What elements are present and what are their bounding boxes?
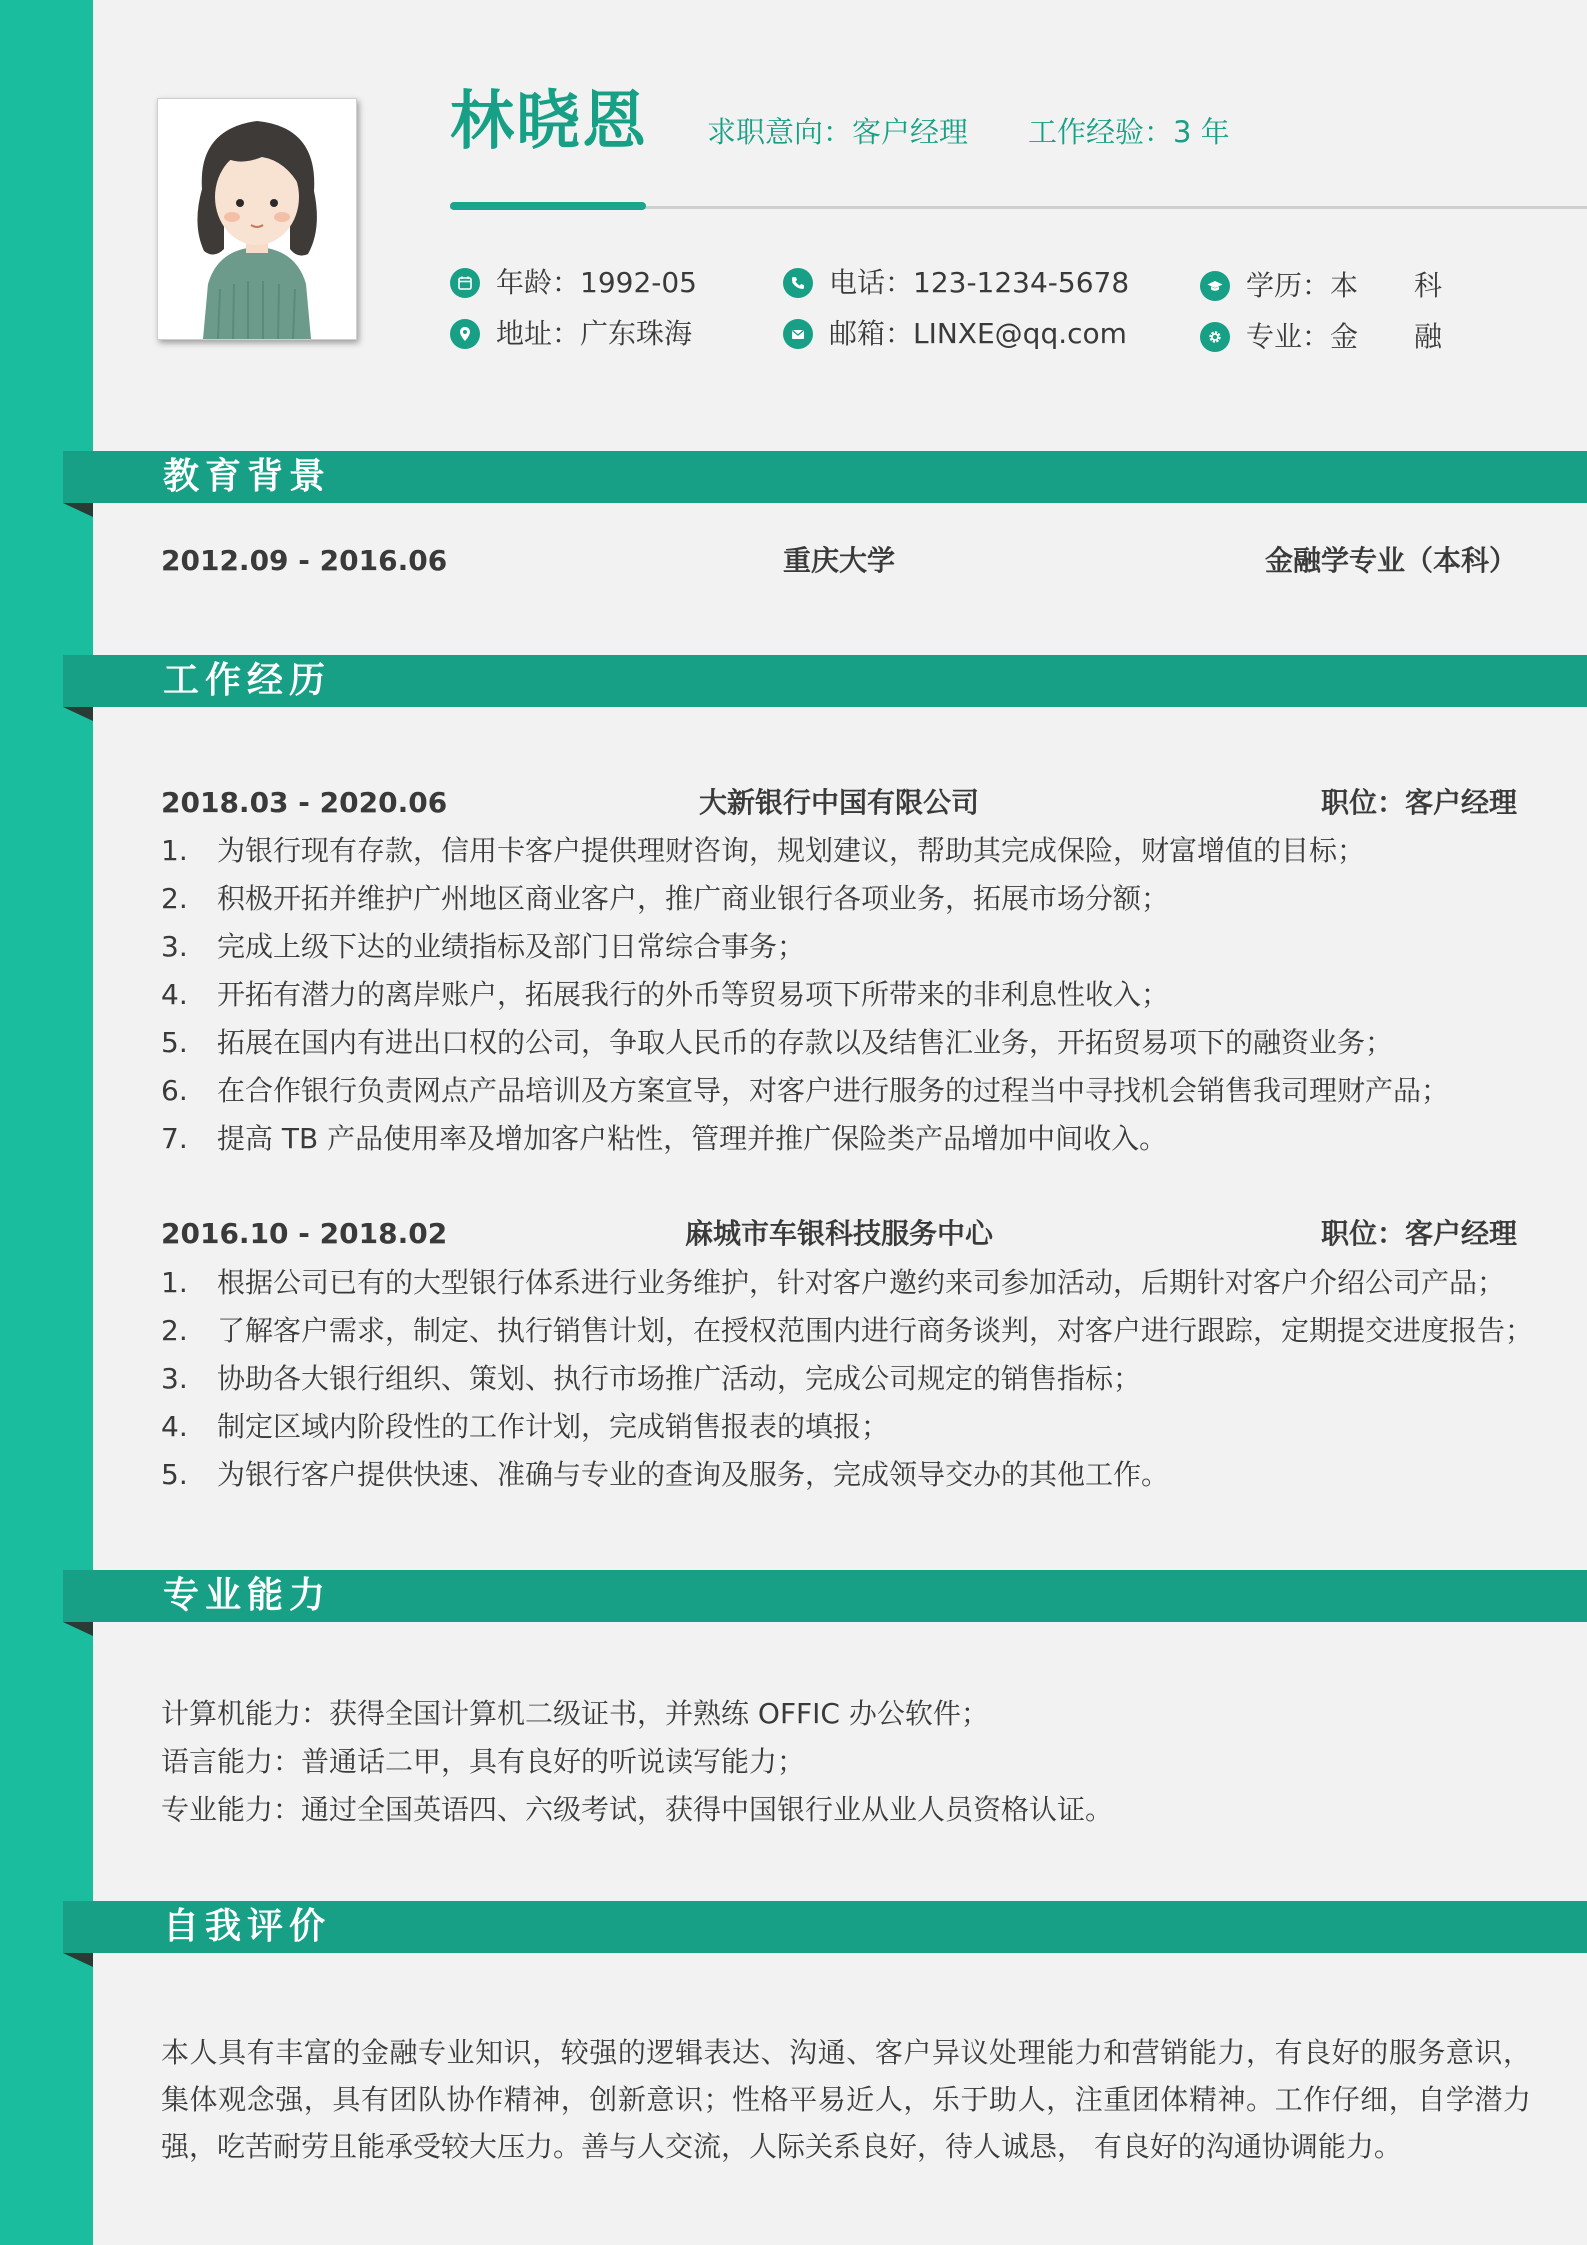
skill-line: 计算机能力：获得全国计算机二级证书，并熟练 OFFIC 办公软件； bbox=[161, 1697, 989, 1730]
job-position: 职位：客户经理 bbox=[1320, 786, 1517, 819]
skill-line: 语言能力：普通话二甲，具有良好的听说读写能力； bbox=[161, 1745, 806, 1778]
job-position: 职位：客户经理 bbox=[1320, 1217, 1517, 1250]
section-fold-decoration bbox=[63, 503, 93, 517]
job-intent: 求职意向：客户经理 bbox=[707, 115, 969, 149]
list-item: 7. 提高 TB 产品使用率及增加客户粘性，管理并推广保险类产品增加中间收入。 bbox=[161, 1122, 1168, 1155]
list-item: 3. 协助各大银行组织、策划、执行市场推广活动，完成公司规定的销售指标； bbox=[161, 1362, 1142, 1395]
section-fold-decoration bbox=[63, 1953, 93, 1967]
list-item: 6. 在合作银行负责网点产品培训及方案宣导，对客户进行服务的过程当中寻找机会销售我司理财产品； bbox=[161, 1074, 1450, 1107]
list-item: 3. 完成上级下达的业绩指标及部门日常综合事务； bbox=[161, 930, 806, 963]
section-header-education bbox=[63, 451, 1587, 503]
major-label: 专业： bbox=[1246, 320, 1331, 353]
info-address bbox=[450, 315, 692, 353]
calendar-icon bbox=[450, 268, 480, 298]
job-duties-list bbox=[161, 827, 1561, 1163]
list-item: 1. 为银行现有存款，信用卡客户提供理财咨询，规划建议，帮助其完成保险，财富增值的目标； bbox=[161, 834, 1366, 867]
job-duties-list bbox=[161, 1259, 1561, 1499]
list-item: 2. 积极开拓并维护广州地区商业客户，推广商业银行各项业务，拓展市场分额； bbox=[161, 882, 1170, 915]
gear-icon bbox=[1200, 322, 1230, 352]
section-fold-decoration bbox=[63, 1622, 93, 1636]
skills-list bbox=[161, 1690, 1531, 1834]
section-title: 教育背景 bbox=[163, 456, 332, 497]
info-email bbox=[783, 315, 1127, 353]
address-text: 地址：广东珠海 bbox=[496, 317, 693, 350]
phone-icon bbox=[783, 268, 813, 298]
phone-text[interactable]: 电话：123-1234-5678 bbox=[829, 266, 1130, 299]
section-title: 自我评价 bbox=[163, 1906, 332, 1947]
job-period: 2018.03 - 2020.06 bbox=[161, 786, 448, 819]
header-divider-accent bbox=[450, 202, 646, 210]
profile-photo bbox=[157, 98, 357, 340]
education-value: 本 科 bbox=[1330, 269, 1443, 302]
candidate-name: 林晓恩 bbox=[450, 85, 648, 159]
section-header-self-evaluation bbox=[63, 1901, 1587, 1953]
info-age bbox=[450, 264, 697, 302]
skill-line: 专业能力：通过全国英语四、六级考试，获得中国银行业从业人员资格认证。 bbox=[161, 1793, 1114, 1826]
list-item: 5. 为银行客户提供快速、准确与专业的查询及服务，完成领导交办的其他工作。 bbox=[161, 1458, 1170, 1491]
age-text: 年龄：1992-05 bbox=[496, 266, 697, 299]
work-experience-years: 工作经验：3 年 bbox=[1028, 115, 1230, 149]
email-text[interactable]: 邮箱：LINXE@qq.com bbox=[829, 317, 1127, 350]
list-item: 5. 拓展在国内有进出口权的公司，争取人民币的存款以及结售汇业务，开拓贸易项下的融资业务； bbox=[161, 1026, 1394, 1059]
section-fold-decoration bbox=[63, 707, 93, 721]
info-major bbox=[1200, 318, 1442, 356]
list-item: 1. 根据公司已有的大型银行体系进行业务维护，针对客户邀约来司参加活动，后期针对客户介绍公司产品； bbox=[161, 1266, 1506, 1299]
section-title: 专业能力 bbox=[163, 1575, 332, 1616]
location-icon bbox=[450, 319, 480, 349]
graduation-cap-icon bbox=[1200, 271, 1230, 301]
info-education bbox=[1200, 267, 1442, 305]
self-evaluation-text: 本人具有丰富的金融专业知识，较强的逻辑表达、沟通、客户异议处理能力和营销能力，有良好的服务意识，集体观念强，具有团队协作精神，创新意识；性格平易近人，乐于助人，注重团体精神。工作仔细，自学潜力强，吃苦耐劳且能承受较大压力。善与人交流，人际关系良好，待人诚恳， 有良好的沟通协调能力。 bbox=[161, 2036, 1531, 2163]
section-title: 工作经历 bbox=[163, 660, 332, 701]
education-label: 学历： bbox=[1246, 269, 1331, 302]
education-school: 重庆大学 bbox=[782, 544, 895, 577]
info-phone bbox=[783, 264, 1129, 302]
job-period: 2016.10 - 2018.02 bbox=[161, 1217, 448, 1250]
job-company: 大新银行中国有限公司 bbox=[698, 786, 979, 819]
section-header-skills bbox=[63, 1570, 1587, 1622]
list-item: 4. 开拓有潜力的离岸账户，拓展我行的外币等贸易项下所带来的非利息性收入； bbox=[161, 978, 1170, 1011]
major-value: 金 融 bbox=[1330, 320, 1443, 353]
job-company: 麻城市车银科技服务中心 bbox=[684, 1217, 993, 1250]
list-item: 2. 了解客户需求，制定、执行销售计划，在授权范围内进行商务谈判，对客户进行跟踪，定期提交进度报告； bbox=[161, 1314, 1534, 1347]
section-header-work bbox=[63, 655, 1587, 707]
list-item: 4. 制定区域内阶段性的工作计划，完成销售报表的填报； bbox=[161, 1410, 890, 1443]
education-period: 2012.09 - 2016.06 bbox=[161, 544, 448, 577]
education-major: 金融学专业（本科） bbox=[1264, 544, 1517, 577]
email-icon bbox=[783, 319, 813, 349]
